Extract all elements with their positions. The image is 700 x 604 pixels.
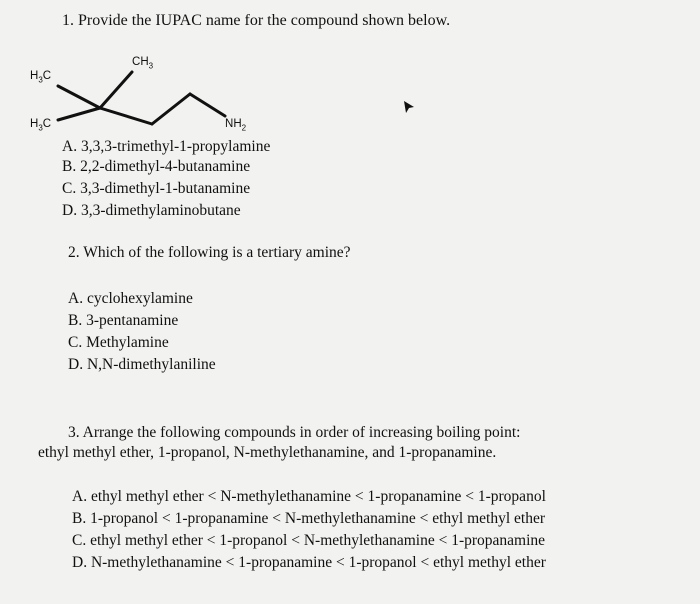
option-letter: C. [68, 334, 83, 351]
q2-option-c[interactable] [68, 334, 169, 352]
option-text: 2,2-dimethyl-4-butanamine [80, 158, 251, 175]
option-letter: D. [68, 356, 84, 373]
option-letter: A. [62, 138, 78, 155]
q1-option-b[interactable] [62, 158, 250, 176]
arrow-cursor-icon [403, 100, 415, 119]
h3c-upper-label: $H_3C$ [30, 70, 52, 85]
q3-option-c[interactable] [72, 532, 545, 550]
option-text: ethyl methyl ether < N-methylethanamine < 1-propanamine < 1-propanol [90, 488, 546, 505]
option-letter: C. [62, 180, 77, 197]
option-text: 3-pentanamine [86, 312, 179, 329]
option-letter: D. [62, 202, 78, 219]
q3-option-d[interactable] [72, 554, 546, 572]
q2-option-b[interactable] [68, 312, 178, 330]
q3-option-a[interactable] [72, 488, 546, 506]
h3c-lower-label: $H_3C$ [30, 118, 52, 133]
option-text: 1-propanol < 1-propanamine < N-methylethanamine < ethyl methyl ether [90, 510, 546, 527]
question-3-prompt-line-1: 3. Arrange the following compounds in order of increasing boiling point: [68, 424, 521, 441]
option-letter: C. [72, 532, 87, 549]
question-1-prompt: 1. Provide the IUPAC name for the compound shown below. [62, 12, 451, 29]
option-letter: B. [72, 510, 87, 527]
option-text: Methylamine [86, 334, 169, 351]
q1-option-d[interactable] [62, 202, 241, 220]
q2-option-a[interactable] [68, 290, 193, 308]
question-2-prompt: 2. Which of the following is a tertiary amine? [68, 244, 351, 261]
question-3-prompt-line-2: ethyl methyl ether, 1-propanol, N-methylethanamine, and 1-propanamine. [38, 444, 497, 461]
option-text: N,N-dimethylaniline [86, 356, 216, 373]
option-text: N-methylethanamine < 1-propanamine < 1-propanol < ethyl methyl ether [90, 554, 546, 571]
q3-option-b[interactable] [72, 510, 545, 528]
option-text: 3,3,3-trimethyl-1-propylamine [80, 138, 271, 155]
q1-option-c[interactable] [62, 180, 250, 198]
q2-option-d[interactable] [68, 356, 216, 374]
ch3-label: $CH_3$ [132, 56, 154, 71]
option-letter: D. [72, 554, 88, 571]
q1-option-a[interactable] [62, 138, 270, 156]
option-letter: A. [72, 488, 88, 505]
nh2-label: $NH_2$ [225, 118, 247, 133]
option-text: cyclohexylamine [86, 290, 193, 307]
option-letter: A. [68, 290, 84, 307]
option-letter: B. [62, 158, 77, 175]
option-letter: B. [68, 312, 83, 329]
option-text: 3,3-dimethyl-1-butanamine [80, 180, 251, 197]
chemical-structure [30, 52, 280, 137]
option-text: 3,3-dimethylaminobutane [80, 202, 241, 219]
option-text: ethyl methyl ether < 1-propanol < N-methylethanamine < 1-propanamine [90, 532, 546, 549]
